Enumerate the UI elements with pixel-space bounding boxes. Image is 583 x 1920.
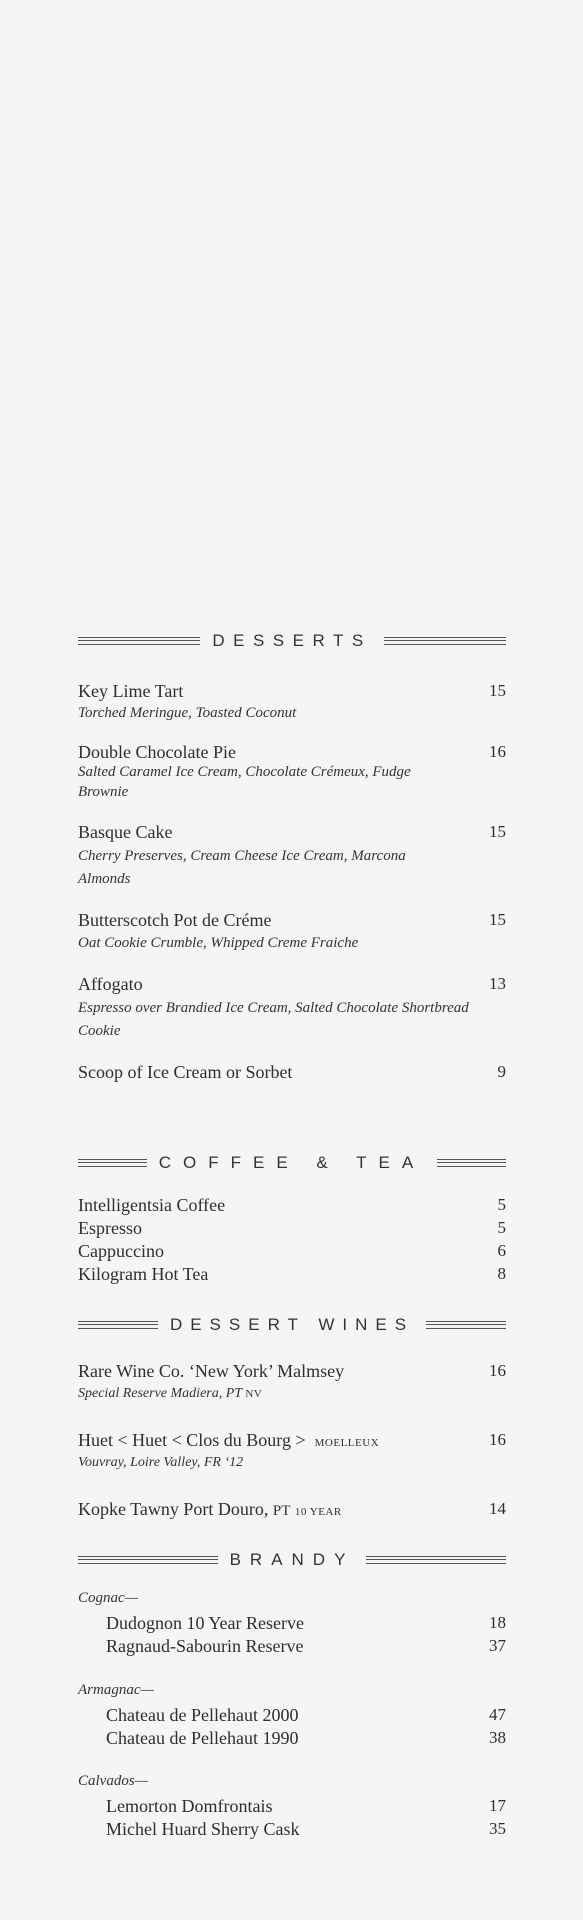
item-description bbox=[78, 1384, 458, 1404]
item-name: Key Lime Tart bbox=[78, 681, 184, 701]
item-name: Basque Cake bbox=[78, 822, 173, 842]
item-name: Scoop of Ice Cream or Sorbet bbox=[78, 1062, 293, 1082]
item-name: Double Chocolate Pie bbox=[78, 742, 236, 762]
item-name: Michel Huard Sherry Cask bbox=[106, 1819, 300, 1839]
item-price: 14 bbox=[489, 1499, 506, 1518]
item-description: Torched Meringue, Toasted Coconut bbox=[78, 705, 297, 721]
item-name bbox=[78, 1429, 379, 1454]
item-description: Oat Cookie Crumble, Whipped Creme Fraiche bbox=[78, 935, 359, 951]
item-description: Cherry Preserves, Cream Cheese Ice Cream, Marcona Almonds bbox=[78, 848, 406, 887]
item-price: 5 bbox=[497, 1195, 506, 1214]
item-description: Vouvray, Loire Valley, FR ‘12 bbox=[78, 1455, 244, 1470]
item-price: 38 bbox=[489, 1728, 506, 1747]
item-description: Salted Caramel Ice Cream, Chocolate Crémeux, Fudge Brownie bbox=[78, 764, 411, 800]
item-price: 15 bbox=[489, 822, 506, 841]
item-price: 8 bbox=[497, 1264, 506, 1283]
item-name: Lemorton Domfrontais bbox=[106, 1796, 273, 1816]
item-price: 6 bbox=[497, 1241, 506, 1260]
item-name: Dudognon 10 Year Reserve bbox=[106, 1613, 304, 1633]
item-price: 16 bbox=[489, 742, 506, 761]
brandy-category: Calvados— bbox=[78, 1773, 149, 1789]
item-price: 16 bbox=[489, 1361, 506, 1380]
item-name bbox=[78, 1498, 342, 1523]
header-rule-left bbox=[78, 1556, 218, 1564]
item-price: 15 bbox=[489, 681, 506, 700]
brandy-category: Armagnac— bbox=[78, 1682, 154, 1698]
item-name: Cappuccino bbox=[78, 1241, 164, 1261]
item-price: 37 bbox=[489, 1636, 506, 1655]
item-name: Butterscotch Pot de Créme bbox=[78, 910, 272, 930]
item-name: Espresso bbox=[78, 1218, 142, 1238]
item-price: 17 bbox=[489, 1796, 506, 1815]
header-rule-left bbox=[78, 637, 200, 645]
header-rule-right bbox=[366, 1556, 506, 1564]
header-rule-left bbox=[78, 1321, 158, 1329]
header-rule-right bbox=[437, 1159, 506, 1167]
brandy-category: Cognac— bbox=[78, 1590, 138, 1606]
dessert-wines-title: DESSERT WINES bbox=[169, 1315, 415, 1334]
item-price: 13 bbox=[489, 974, 506, 993]
brandy-title: BRANDY bbox=[229, 1550, 355, 1569]
desserts-header bbox=[78, 629, 506, 653]
item-name-text: Huet < Huet < Clos du Bourg > bbox=[78, 1430, 306, 1450]
item-price: 47 bbox=[489, 1705, 506, 1724]
item-price: 16 bbox=[489, 1430, 506, 1449]
item-name-text: Kopke Tawny Port Douro, bbox=[78, 1499, 269, 1519]
dessert-wines-header bbox=[78, 1313, 506, 1337]
header-rule-right bbox=[426, 1321, 506, 1329]
item-name: Intelligentsia Coffee bbox=[78, 1195, 226, 1215]
item-name: Rare Wine Co. ‘New York’ Malmsey bbox=[78, 1361, 345, 1381]
item-description-note: NV bbox=[245, 1388, 263, 1400]
coffee-tea-title: COFFEE & TEA bbox=[158, 1153, 426, 1172]
coffee-tea-header bbox=[78, 1151, 506, 1175]
item-description-text: Special Reserve Madiera, PT bbox=[78, 1386, 242, 1401]
desserts-title: DESSERTS bbox=[212, 631, 372, 650]
item-name: Kilogram Hot Tea bbox=[78, 1264, 209, 1284]
item-name: Ragnaud-Sabourin Reserve bbox=[106, 1636, 304, 1656]
item-description: Espresso over Brandied Ice Cream, Salted Chocolate Shortbread Cookie bbox=[78, 1000, 469, 1039]
item-name: Chateau de Pellehaut 2000 bbox=[106, 1705, 299, 1725]
item-name-note: 10 YEAR bbox=[294, 1506, 342, 1518]
header-rule-right bbox=[384, 637, 506, 645]
item-name-note: MOELLEUX bbox=[314, 1437, 380, 1449]
item-name: Affogato bbox=[78, 974, 143, 994]
brandy-header bbox=[78, 1548, 506, 1572]
item-price: 15 bbox=[489, 910, 506, 929]
item-name-region: PT bbox=[272, 1503, 291, 1519]
item-price: 18 bbox=[489, 1613, 506, 1632]
item-price: 35 bbox=[489, 1819, 506, 1838]
item-name: Chateau de Pellehaut 1990 bbox=[106, 1728, 299, 1748]
item-price: 5 bbox=[497, 1218, 506, 1237]
header-rule-left bbox=[78, 1159, 147, 1167]
item-price: 9 bbox=[497, 1062, 506, 1081]
